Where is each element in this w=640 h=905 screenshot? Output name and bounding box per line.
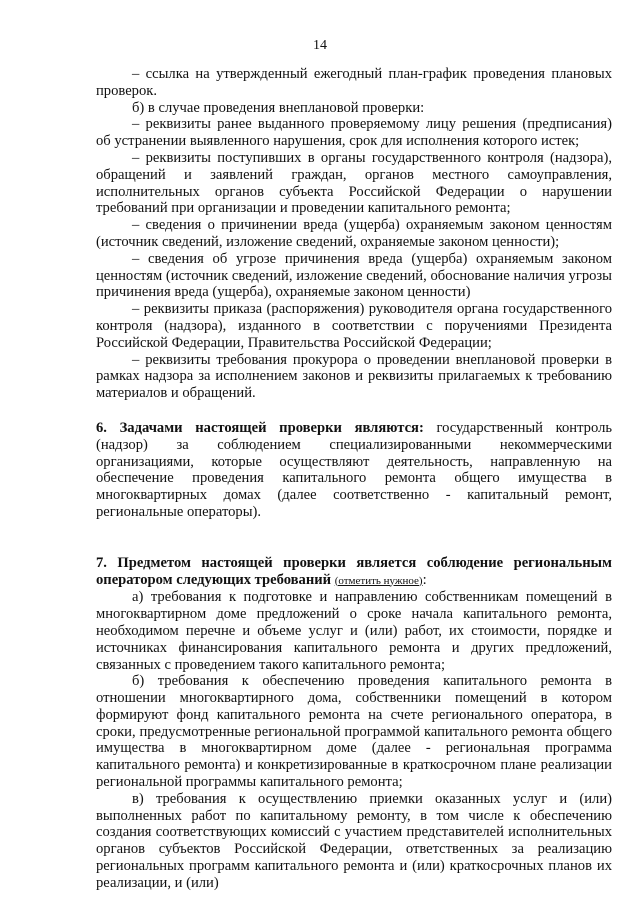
document-body	[96, 66, 612, 892]
paragraph-prosecutor: – реквизиты требования прокурора о проведении внеплановой проверки в рамках надзора за исполнением законов и реквизиты прилагаемых к требованию материалов и обращений.	[96, 351, 612, 402]
section-7-colon: :	[422, 571, 427, 588]
section-7-heading: 7. Предметом настоящей проверки является соблюдение региональным оператором следующих требований	[96, 554, 612, 588]
section-6	[96, 420, 612, 521]
section-6-heading: 6. Задачами настоящей проверки являются:	[96, 419, 424, 436]
paragraph-prior-order: – реквизиты ранее выданного проверяемому лицу решения (предписания) об устранении выявленного нарушения, срок для исполнения которого истек;	[96, 116, 612, 150]
paragraph-harm-threat: – сведения об угрозе причинения вреда (ущерба) охраняемым законом ценностям (источник сведений, изложение сведений, обоснование наличия угрозы причинения вреда (ущерба), охраняемые законом ценности)	[96, 250, 612, 301]
paragraph-plan-link: – ссылка на утвержденный ежегодный план-график проведения плановых проверок.	[96, 66, 612, 99]
page-number: 14	[313, 38, 327, 53]
section-7-note: (отметить нужное)	[334, 574, 423, 587]
paragraph-unscheduled: б) в случае проведения внеплановой проверки:	[132, 99, 425, 116]
section-6-text: государственный контроль (надзор) за соблюдением специализированными некоммерческими организациями, которые осуществляют деятельность, направленную на обеспечение проведения капитального ремонта общего имущества в многоквартирных домах (далее соответственно - капитальный ремонт, региональные операторы).	[96, 419, 613, 520]
item-v: в) требования к осуществлению приемки оказанных услуг и (или) выполненных работ по капитальному ремонту, в том числе к обеспечению создания соответствующих комиссий с участием представителей исполнительных органов субъектов Российской Федерации, ответственных за реализацию региональных программ капитального ремонта и (или) краткосрочных планов их реализации, и (или)	[96, 790, 612, 891]
item-a: а) требования к подготовке и направлению собственникам помещений в многоквартирном доме предложений о сроке начала капитального ремонта, необходимом перечне и объеме услуг и (или) работ, их стоимости, порядке и источниках финансирования капитального ремонта и других предложений, связанных с проведением такого капитального ремонта;	[96, 589, 612, 673]
paragraph-harm-info: – сведения о причинении вреда (ущерба) охраняемым законом ценностям (источник сведений, изложение сведений, охраняемые законом ценности);	[96, 217, 612, 250]
paragraph-appeals: – реквизиты поступивших в органы государственного контроля (надзора), обращений и заявлений граждан, органов местного самоуправления, исполнительных органов субъекта Российской Федерации о нарушении требований при организации и проведении капитального ремонта;	[96, 149, 612, 217]
item-b: б) требования к обеспечению проведения капитального ремонта в отношении многоквартирного дома, собственники помещений в котором формируют фонд капитального ремонта на счете регионального оператора, в сроки, предусмотренные региональной программой капитального ремонта общего имущества в многоквартирном доме (далее - региональная программа капитального ремонта) и конкретизированные в краткосрочном плане реализации региональной программы капитального ремонта;	[96, 673, 612, 791]
section-7-heading-line	[96, 555, 612, 590]
paragraph-head-order: – реквизиты приказа (распоряжения) руководителя органа государственного контроля (надзора), изданного в соответствии с поручениями Президента Российской Федерации, Правительства Российской Федерации;	[96, 301, 612, 351]
